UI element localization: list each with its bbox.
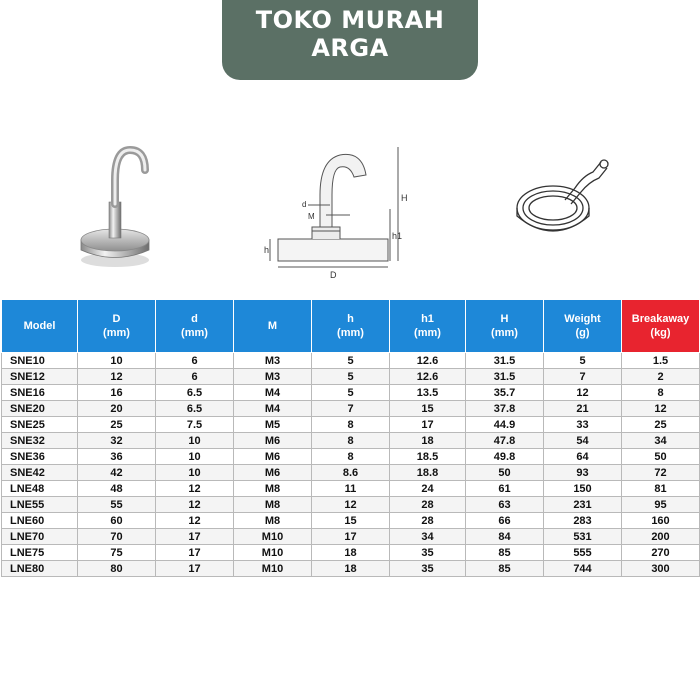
dim-label-H: H bbox=[401, 193, 408, 203]
table-cell: 12 bbox=[156, 497, 234, 513]
model-cell: LNE48 bbox=[2, 481, 78, 497]
table-cell: 12 bbox=[312, 497, 390, 513]
table-cell: 31.5 bbox=[466, 353, 544, 369]
table-cell: 1.5 bbox=[622, 353, 700, 369]
table-cell: 10 bbox=[156, 465, 234, 481]
table-cell: 17 bbox=[390, 417, 466, 433]
table-cell: 12 bbox=[544, 385, 622, 401]
column-header bbox=[390, 300, 466, 353]
table-cell: 160 bbox=[622, 513, 700, 529]
table-row bbox=[2, 529, 700, 545]
table-cell: M4 bbox=[234, 401, 312, 417]
table-row bbox=[2, 545, 700, 561]
magnetic-hook-outline bbox=[505, 150, 635, 250]
table-cell: 12.6 bbox=[390, 369, 466, 385]
table-cell: 7.5 bbox=[156, 417, 234, 433]
table-cell: 50 bbox=[466, 465, 544, 481]
table-cell: M10 bbox=[234, 529, 312, 545]
table-cell: 300 bbox=[622, 561, 700, 577]
table-cell: M6 bbox=[234, 449, 312, 465]
table-cell: 17 bbox=[156, 561, 234, 577]
table-row bbox=[2, 513, 700, 529]
column-header-unit: (kg) bbox=[650, 327, 671, 339]
table-header-row bbox=[2, 300, 700, 353]
table-cell: 12 bbox=[156, 481, 234, 497]
column-header-label: d bbox=[191, 313, 198, 325]
table-cell: 48 bbox=[78, 481, 156, 497]
column-header bbox=[466, 300, 544, 353]
table-cell: 18.5 bbox=[390, 449, 466, 465]
table-row bbox=[2, 369, 700, 385]
table-cell: 66 bbox=[466, 513, 544, 529]
specification-table bbox=[1, 299, 700, 577]
table-cell: 200 bbox=[622, 529, 700, 545]
table-cell: 35 bbox=[390, 545, 466, 561]
table-cell: 18 bbox=[312, 545, 390, 561]
table-cell: 34 bbox=[390, 529, 466, 545]
table-cell: 37.8 bbox=[466, 401, 544, 417]
table-cell: 12 bbox=[156, 513, 234, 529]
table-cell: 17 bbox=[156, 545, 234, 561]
table-cell: 6 bbox=[156, 369, 234, 385]
table-cell: 35 bbox=[390, 561, 466, 577]
column-header-unit: (mm) bbox=[414, 327, 441, 339]
table-cell: 24 bbox=[390, 481, 466, 497]
table-cell: 55 bbox=[78, 497, 156, 513]
table-cell: 283 bbox=[544, 513, 622, 529]
table-cell: 7 bbox=[544, 369, 622, 385]
table-cell: 531 bbox=[544, 529, 622, 545]
table-cell: M4 bbox=[234, 385, 312, 401]
table-cell: 21 bbox=[544, 401, 622, 417]
table-cell: 18 bbox=[390, 433, 466, 449]
table-cell: 150 bbox=[544, 481, 622, 497]
table-cell: 72 bbox=[622, 465, 700, 481]
table-cell: M3 bbox=[234, 369, 312, 385]
magnetic-hook-photo bbox=[70, 140, 160, 270]
table-cell: 8 bbox=[622, 385, 700, 401]
dim-label-h: h bbox=[264, 245, 270, 255]
table-row bbox=[2, 449, 700, 465]
table-cell: 95 bbox=[622, 497, 700, 513]
table-cell: 7 bbox=[312, 401, 390, 417]
dim-label-M: M bbox=[308, 212, 315, 221]
column-header-label: Weight bbox=[564, 313, 601, 325]
table-cell: M8 bbox=[234, 481, 312, 497]
table-cell: 6 bbox=[156, 353, 234, 369]
column-header-label: Breakaway bbox=[631, 313, 690, 325]
column-header-unit: (g) bbox=[575, 327, 590, 339]
table-cell: 6.5 bbox=[156, 385, 234, 401]
column-header-unit: (mm) bbox=[103, 327, 130, 339]
model-cell: SNE42 bbox=[2, 465, 78, 481]
column-header-unit: (mm) bbox=[181, 327, 208, 339]
table-cell: 555 bbox=[544, 545, 622, 561]
table-cell: 33 bbox=[544, 417, 622, 433]
dim-label-d: d bbox=[302, 200, 307, 209]
column-header-label: H bbox=[500, 313, 509, 325]
table-cell: 54 bbox=[544, 433, 622, 449]
column-header bbox=[2, 300, 78, 353]
table-cell: 25 bbox=[622, 417, 700, 433]
table-cell: M3 bbox=[234, 353, 312, 369]
column-header-label: M bbox=[267, 320, 278, 332]
table-cell: 11 bbox=[312, 481, 390, 497]
model-cell: LNE60 bbox=[2, 513, 78, 529]
table-cell: 15 bbox=[390, 401, 466, 417]
table-cell: 6.5 bbox=[156, 401, 234, 417]
table-cell: 8 bbox=[312, 433, 390, 449]
table-cell: 47.8 bbox=[466, 433, 544, 449]
table-row bbox=[2, 465, 700, 481]
product-figures bbox=[0, 95, 700, 295]
table-row bbox=[2, 401, 700, 417]
table-cell: M6 bbox=[234, 433, 312, 449]
table-cell: 49.8 bbox=[466, 449, 544, 465]
table-cell: 85 bbox=[466, 545, 544, 561]
table-cell: 5 bbox=[312, 385, 390, 401]
table-body bbox=[2, 353, 700, 577]
table-row bbox=[2, 481, 700, 497]
table-cell: 35.7 bbox=[466, 385, 544, 401]
table-row bbox=[2, 561, 700, 577]
table-cell: 32 bbox=[78, 433, 156, 449]
table-cell: 744 bbox=[544, 561, 622, 577]
table-cell: 28 bbox=[390, 497, 466, 513]
table-cell: 84 bbox=[466, 529, 544, 545]
table-cell: 60 bbox=[78, 513, 156, 529]
table-cell: 50 bbox=[622, 449, 700, 465]
table-cell: 93 bbox=[544, 465, 622, 481]
model-cell: SNE20 bbox=[2, 401, 78, 417]
column-header-label: h1 bbox=[421, 313, 434, 325]
table-cell: 12.6 bbox=[390, 353, 466, 369]
table-cell: 231 bbox=[544, 497, 622, 513]
model-cell: LNE55 bbox=[2, 497, 78, 513]
column-header bbox=[544, 300, 622, 353]
column-header bbox=[622, 300, 700, 353]
table-cell: 36 bbox=[78, 449, 156, 465]
table-cell: 8 bbox=[312, 417, 390, 433]
table-cell: 10 bbox=[156, 433, 234, 449]
table-cell: M10 bbox=[234, 561, 312, 577]
table-cell: 85 bbox=[466, 561, 544, 577]
model-cell: SNE10 bbox=[2, 353, 78, 369]
column-header-unit: (mm) bbox=[337, 327, 364, 339]
table-cell: 64 bbox=[544, 449, 622, 465]
table-cell: 18 bbox=[312, 561, 390, 577]
table-cell: 5 bbox=[312, 353, 390, 369]
table-cell: M5 bbox=[234, 417, 312, 433]
model-cell: LNE80 bbox=[2, 561, 78, 577]
table-cell: 18.8 bbox=[390, 465, 466, 481]
table-cell: 34 bbox=[622, 433, 700, 449]
store-banner bbox=[222, 0, 478, 80]
table-cell: 16 bbox=[78, 385, 156, 401]
table-row bbox=[2, 497, 700, 513]
table-cell: 10 bbox=[156, 449, 234, 465]
table-row bbox=[2, 417, 700, 433]
table-cell: 8 bbox=[312, 449, 390, 465]
table-row bbox=[2, 353, 700, 369]
column-header bbox=[234, 300, 312, 353]
table-cell: 10 bbox=[78, 353, 156, 369]
table-cell: 61 bbox=[466, 481, 544, 497]
table-cell: 70 bbox=[78, 529, 156, 545]
column-header-label: Model bbox=[23, 320, 56, 332]
table-cell: 8.6 bbox=[312, 465, 390, 481]
column-header bbox=[78, 300, 156, 353]
table-cell: M8 bbox=[234, 497, 312, 513]
column-header-unit: (mm) bbox=[491, 327, 518, 339]
table-row bbox=[2, 385, 700, 401]
table-cell: 5 bbox=[312, 369, 390, 385]
table-cell: M10 bbox=[234, 545, 312, 561]
model-cell: SNE36 bbox=[2, 449, 78, 465]
store-name-line2: ARGA bbox=[311, 34, 389, 62]
table-cell: 12 bbox=[622, 401, 700, 417]
table-row bbox=[2, 433, 700, 449]
model-cell: SNE12 bbox=[2, 369, 78, 385]
model-cell: SNE25 bbox=[2, 417, 78, 433]
table-cell: 270 bbox=[622, 545, 700, 561]
table-cell: 5 bbox=[544, 353, 622, 369]
table-cell: 17 bbox=[156, 529, 234, 545]
table-cell: 42 bbox=[78, 465, 156, 481]
dim-label-h1: h1 bbox=[392, 231, 403, 241]
table-cell: M6 bbox=[234, 465, 312, 481]
table-cell: 81 bbox=[622, 481, 700, 497]
table-cell: 80 bbox=[78, 561, 156, 577]
table-cell: 31.5 bbox=[466, 369, 544, 385]
column-header bbox=[312, 300, 390, 353]
table-cell: 2 bbox=[622, 369, 700, 385]
dim-label-D: D bbox=[330, 270, 337, 280]
table-cell: 12 bbox=[78, 369, 156, 385]
table-cell: 20 bbox=[78, 401, 156, 417]
dimension-drawing bbox=[250, 135, 420, 285]
table-cell: 75 bbox=[78, 545, 156, 561]
column-header-label: D bbox=[112, 313, 121, 325]
model-cell: SNE16 bbox=[2, 385, 78, 401]
table-cell: 44.9 bbox=[466, 417, 544, 433]
store-name-line1: TOKO MURAH bbox=[255, 6, 445, 34]
column-header-label: h bbox=[347, 313, 354, 325]
table-cell: 17 bbox=[312, 529, 390, 545]
column-header bbox=[156, 300, 234, 353]
table-cell: 15 bbox=[312, 513, 390, 529]
table-cell: 13.5 bbox=[390, 385, 466, 401]
table-cell: 28 bbox=[390, 513, 466, 529]
table-cell: 25 bbox=[78, 417, 156, 433]
table-cell: M8 bbox=[234, 513, 312, 529]
model-cell: LNE70 bbox=[2, 529, 78, 545]
model-cell: LNE75 bbox=[2, 545, 78, 561]
table-cell: 63 bbox=[466, 497, 544, 513]
model-cell: SNE32 bbox=[2, 433, 78, 449]
